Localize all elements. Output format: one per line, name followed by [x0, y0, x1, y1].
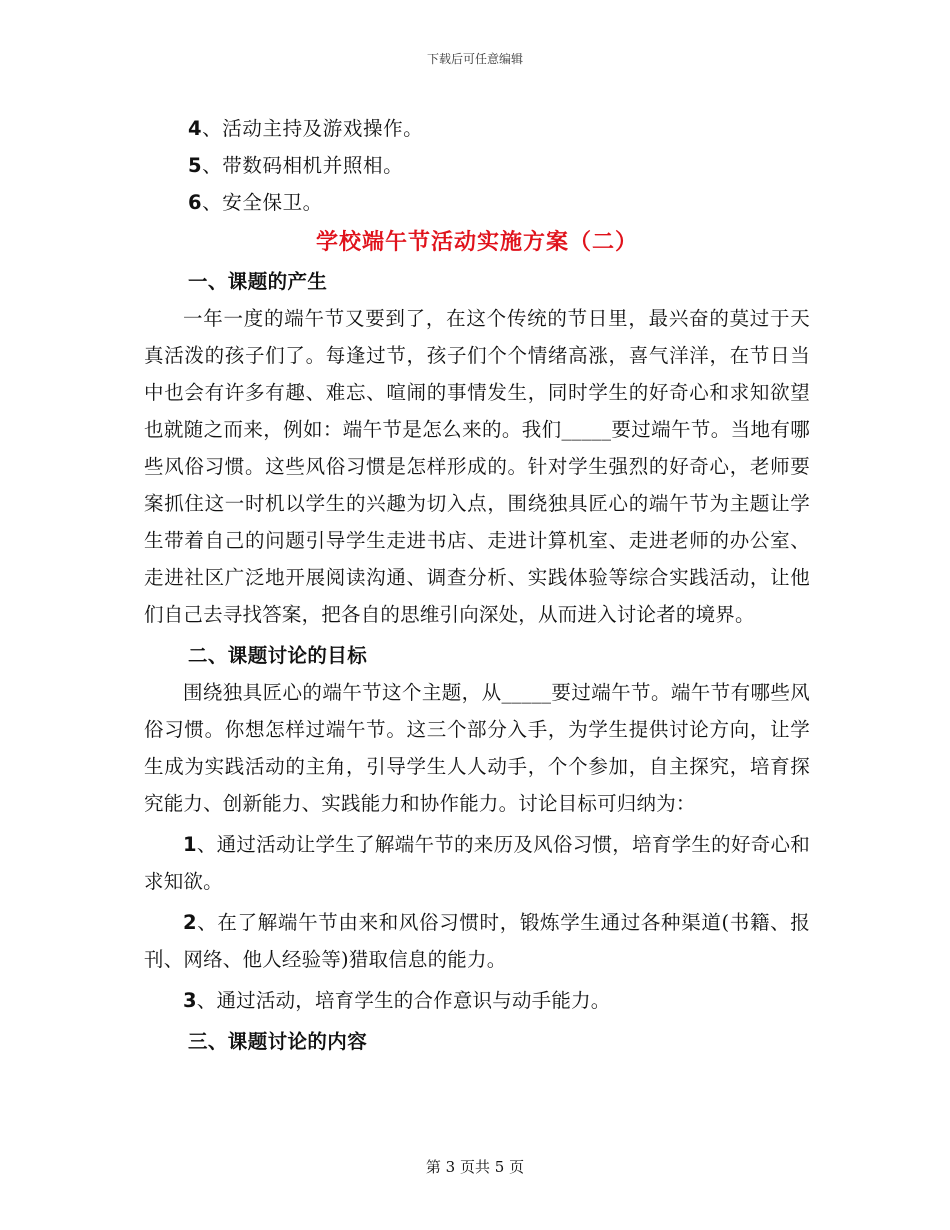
list-text: 、通过活动，培育学生的合作意识与动手能力。	[196, 989, 611, 1012]
list-item	[144, 982, 810, 1019]
document-title: 学校端午节活动实施方案（二）	[315, 229, 638, 255]
list-text: 、活动主持及游戏操作。	[202, 117, 424, 140]
list-item	[144, 826, 810, 900]
list-item	[144, 147, 810, 184]
list-text: 、带数码相机并照相。	[202, 154, 404, 177]
list-text: 、安全保卫。	[202, 191, 323, 214]
list-number: 4	[188, 117, 203, 140]
list-number: 5	[188, 154, 203, 177]
section-heading: 二、课题讨论的目标	[188, 644, 368, 667]
list-number: 3	[183, 989, 197, 1012]
list-text: 、在了解端午节由来和风俗习惯时，锻炼学生通过各种渠道(书籍、报刊、网络、他人经验等)猎取信息的能力。	[144, 911, 810, 971]
list-text: 、通过活动让学生了解端午节的来历及风俗习惯，培育学生的好奇心和求知欲。	[144, 833, 810, 893]
page-footer: 第 3 页共 5 页	[425, 1158, 525, 1176]
document-body	[144, 110, 810, 1060]
list-item	[144, 110, 810, 147]
section-heading: 一、课题的产生	[188, 270, 328, 293]
section-heading: 三、课题讨论的内容	[188, 1030, 368, 1053]
paragraph: 一年一度的端午节又要到了，在这个传统的节日里，最兴奋的莫过于天真活泼的孩子们了。每逢过节，孩子们个个情绪高涨，喜气洋洋，在节日当中也会有许多有趣、难忘、喧闹的事情发生，同时学生的好奇心和求知欲望也就随之而来，例如：端午节是怎么来的。我们_____要过端午节。当地有哪些风俗习惯。这些风俗习惯是怎样形成的。针对学生强烈的好奇心，老师要案抓住这一时机以学生的兴趣为切入点，围绕独具匠心的端午节为主题让学生带着自己的问题引导学生走进书店、走进计算机室、走进老师的办公室、走进社区广泛地开展阅读沟通、调查分析、实践体验等综合实践活动，让他们自己去寻找答案，把各自的思维引向深处，从而进入讨论者的境界。	[144, 307, 810, 626]
list-number: 1	[183, 833, 197, 856]
list-number: 2	[183, 911, 197, 934]
list-item	[144, 184, 810, 221]
paragraph: 围绕独具匠心的端午节这个主题，从_____要过端午节。端午节有哪些风俗习惯。你想怎样过端午节。这三个部分入手，为学生提供讨论方向，让学生成为实践活动的主角，引导学生人人动手，个个参加，自主探究，培育探究能力、创新能力、实践能力和协作能力。讨论目标可归纳为：	[144, 681, 810, 815]
page-header: 下载后可任意编辑	[426, 52, 523, 66]
list-item	[144, 904, 810, 978]
list-number: 6	[188, 191, 203, 214]
